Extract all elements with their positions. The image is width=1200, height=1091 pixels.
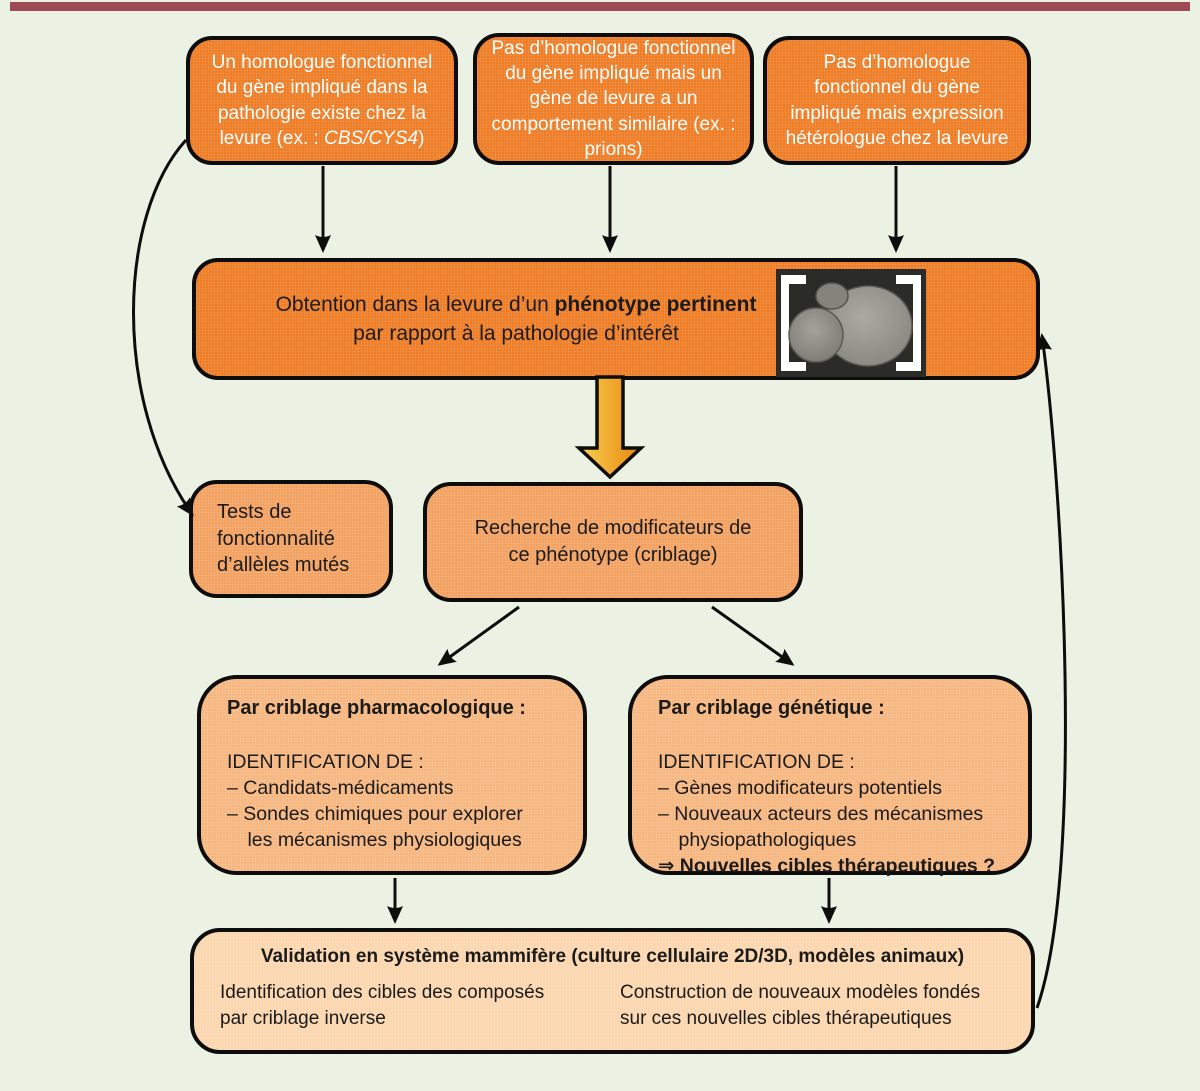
- node-tests-fonctionnalite: [189, 480, 393, 598]
- node-expression-heterologue-text: Pas d’homologue fonctionnel du gène impliqué mais expression hétérologue chez la levure: [785, 51, 1009, 149]
- top-border-bar: [10, 2, 1190, 11]
- arrow-curve-left-to-tests: [134, 140, 193, 514]
- arrow-recherche-to-pharmaco: [440, 607, 519, 664]
- validation-columns: [220, 980, 1005, 1031]
- node-recherche-modificateurs-text: Recherche de modificateurs de ce phénotype (criblage): [474, 517, 752, 566]
- criblage-pharmacologique-title: Par criblage pharmacologique :: [227, 697, 526, 719]
- criblage-genetique-title: Par criblage génétique :: [658, 697, 885, 719]
- validation-title: Validation en système mammifère (culture cellulaire 2D/3D, modèles animaux): [260, 946, 965, 967]
- list-item: – Candidats-médicaments: [227, 776, 454, 799]
- text-run: ): [418, 127, 425, 149]
- nouvelles-cibles-conclusion: ⇒ Nouvelles cibles thérapeutiques ?: [658, 855, 996, 878]
- validation-left-text: Identification des cibles des composés par criblage inverse: [220, 982, 545, 1029]
- phenotype-pertinent-bold: phénotype pertinent: [554, 292, 757, 316]
- node-gene-comportement-similaire-text: Pas d’homologue fonctionnel du gène impliqué mais un gène de levure a un comportement similaire (ex. : prions): [491, 37, 736, 160]
- identification-label: IDENTIFICATION DE :: [227, 750, 424, 773]
- node-criblage-genetique: [628, 675, 1032, 878]
- node-gene-comportement-similaire: [473, 33, 754, 165]
- block-arrow-phenotype-to-criblage: [579, 377, 641, 477]
- yeast-bud-small: [816, 283, 848, 309]
- node-phenotype-pertinent-text: [236, 262, 796, 376]
- yeast-budding-electron-micrograph: [776, 269, 926, 377]
- node-homologue-fonctionnel-text: [190, 50, 454, 151]
- text-run: Obtention dans la levure d’un: [275, 292, 555, 316]
- node-tests-fonctionnalite-text: Tests de fonctionnalité d’allèles mutés: [217, 501, 350, 577]
- arrow-curve-validation-to-phenotype: [1037, 336, 1065, 1008]
- list-item: – Sondes chimiques pour explorer les mécanismes physiologiques: [227, 803, 523, 852]
- node-criblage-pharmacologique: [197, 675, 587, 875]
- identification-label: IDENTIFICATION DE :: [658, 750, 855, 773]
- node-expression-heterologue: [763, 36, 1031, 165]
- list-item: – Gènes modificateurs potentiels: [658, 776, 942, 799]
- text-run: Un homologue fonctionnel du gène impliqué dans la pathologie existe chez la levure (ex. :: [211, 51, 433, 149]
- yeast-daughter-cell: [789, 308, 843, 362]
- gene-names-italic: CBS/CYS4: [324, 127, 419, 149]
- arrow-recherche-to-genetique: [712, 607, 792, 664]
- validation-right-text: Construction de nouveaux modèles fondés sur ces nouvelles cibles thérapeutiques: [620, 982, 981, 1029]
- list-item: – Nouveaux acteurs des mécanismes physiopathologiques: [658, 803, 984, 852]
- node-validation-mammifere: [190, 928, 1035, 1054]
- node-phenotype-pertinent: [192, 258, 1040, 380]
- node-recherche-modificateurs: [423, 482, 803, 602]
- text-run: par rapport à la pathologie d’intérêt: [353, 322, 679, 345]
- node-homologue-fonctionnel: [186, 36, 458, 165]
